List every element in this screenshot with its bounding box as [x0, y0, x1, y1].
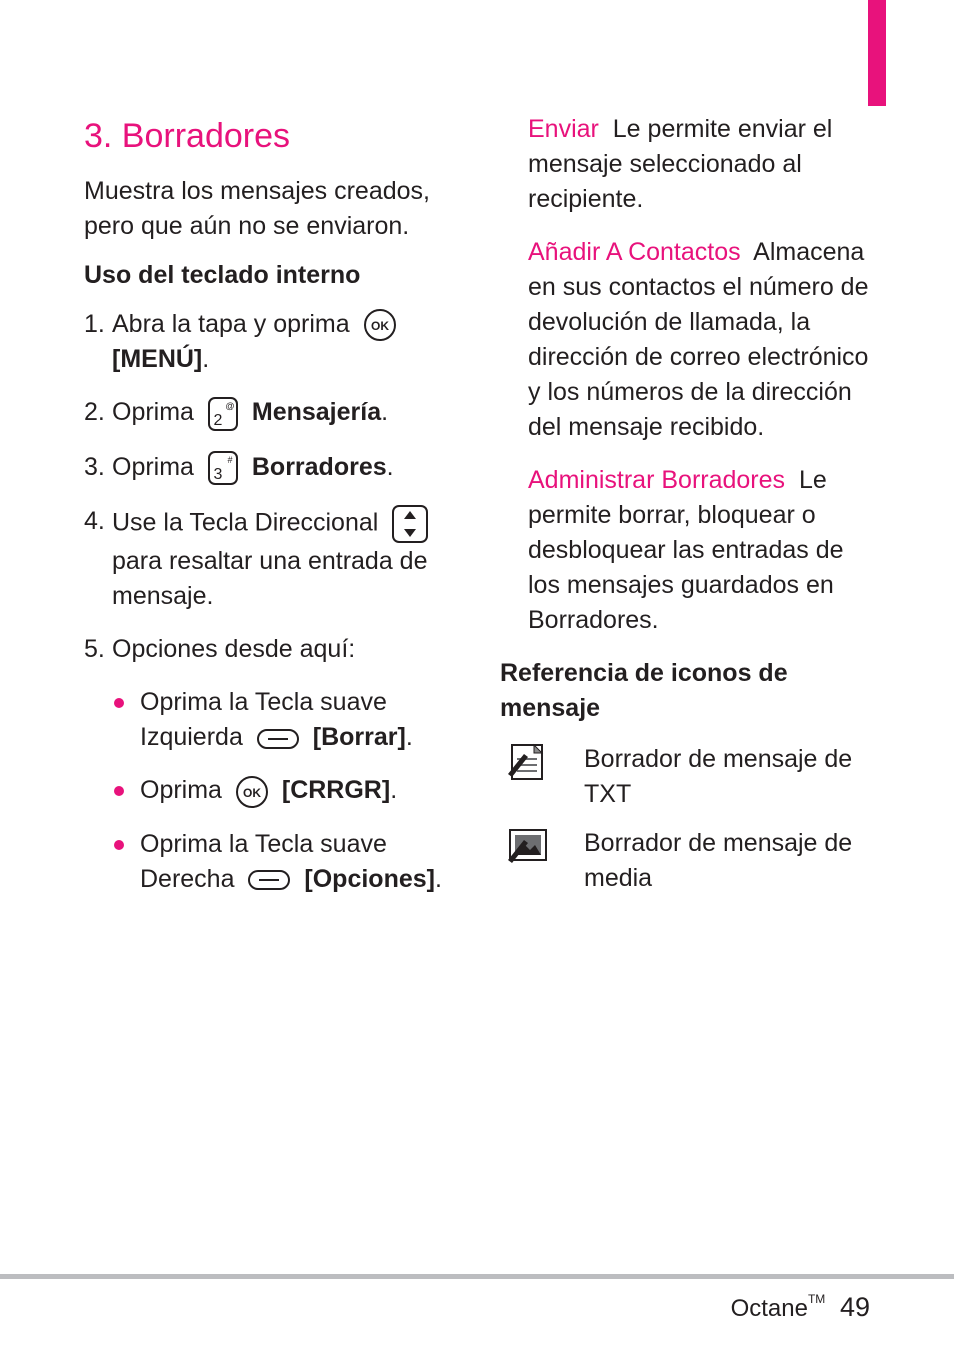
bullet-borrar	[84, 685, 464, 755]
step-3	[84, 450, 464, 486]
soft-key-icon	[247, 868, 291, 892]
brand-name: Octane	[730, 1295, 808, 1322]
step-5	[84, 632, 464, 667]
left-column	[84, 110, 464, 915]
step-number: 2.	[84, 398, 105, 427]
bullet-text: Oprima	[140, 776, 222, 805]
right-column	[500, 112, 872, 910]
step-number: 5.	[84, 635, 105, 664]
bullet-dot	[114, 786, 124, 796]
step-text: Oprima	[112, 452, 194, 481]
bullet-dot	[114, 840, 124, 850]
step-text: Oprima	[112, 398, 194, 427]
step-punct: .	[381, 398, 389, 427]
icon-label: Borrador de mensaje de TXT	[584, 745, 853, 808]
bullet-crrgr	[84, 773, 464, 808]
option-desc: Le permite borrar, bloquear o desbloquear las entradas de los mensajes guardados en Borradores.	[528, 466, 844, 634]
step-punct: .	[202, 345, 210, 374]
icon-label: Borrador de mensaje de media	[584, 829, 853, 892]
step-4	[84, 504, 464, 614]
option-administrar-borradores	[500, 463, 872, 638]
crrgr-label: [CRRGR]	[281, 776, 391, 805]
step-text: Opciones desde aquí:	[112, 635, 356, 664]
bullet-punct: .	[390, 776, 398, 805]
bullet-text: Oprima la Tecla suave Derecha	[140, 829, 387, 893]
borrar-label: [Borrar]	[312, 723, 406, 752]
trademark: TM	[807, 1292, 826, 1306]
option-term: Añadir A Contactos	[528, 238, 741, 266]
borradores-label: Borradores	[251, 452, 387, 481]
svg-text:3: 3	[213, 466, 223, 484]
opciones-label: [Opciones]	[304, 864, 435, 893]
icon-reference-heading: Referencia de iconos de mensaje	[500, 659, 788, 722]
option-enviar	[500, 112, 872, 217]
ok-key-icon	[235, 775, 269, 809]
option-desc: Almacena en sus contactos el número de devolución de llamada, la dirección de correo electrónico y los números de la dirección del mensaje recibido.	[528, 238, 869, 441]
mensajeria-label: Mensajería	[251, 398, 382, 427]
step-text: Abra la tapa y oprima	[112, 310, 350, 338]
media-draft-icon	[504, 826, 550, 866]
option-term: Administrar Borradores	[528, 466, 786, 494]
directional-key-icon	[391, 504, 429, 544]
svg-text:OK: OK	[370, 319, 389, 334]
key-2-icon	[207, 396, 239, 432]
page-number: 49	[839, 1292, 870, 1322]
step-text-continued: para resaltar una entrada de mensaje.	[112, 547, 428, 611]
step-1	[84, 307, 464, 377]
soft-key-icon	[256, 727, 300, 751]
section-tab-marker	[868, 0, 886, 106]
ok-key-icon	[363, 308, 397, 342]
footer-rule	[0, 1274, 954, 1279]
step-number: 3.	[84, 452, 105, 481]
svg-text:OK: OK	[242, 785, 261, 800]
bullet-punct: .	[434, 864, 442, 893]
option-anadir-contactos	[500, 235, 872, 445]
icon-row-txt	[500, 742, 872, 812]
page-title: 3. Borradores	[84, 117, 290, 155]
svg-text:2: 2	[213, 411, 223, 429]
svg-text:#: #	[227, 455, 233, 466]
bullet-opciones	[84, 827, 464, 897]
txt-draft-icon	[504, 742, 548, 782]
menu-label: [MENÚ]	[112, 345, 203, 374]
option-desc: Le permite enviar el mensaje seleccionado al recipiente.	[528, 115, 833, 213]
icon-row-media	[500, 826, 872, 896]
key-3-icon	[207, 450, 239, 486]
option-term: Enviar	[528, 115, 599, 143]
subheading: Uso del teclado interno	[84, 261, 361, 289]
step-number: 1.	[84, 310, 105, 338]
bullet-dot	[114, 698, 124, 708]
page-footer	[731, 1290, 870, 1326]
step-number: 4.	[84, 507, 105, 536]
svg-text:@: @	[225, 400, 235, 411]
step-text: Use la Tecla Direccional	[112, 508, 379, 537]
bullet-text: Oprima la Tecla suave Izquierda	[140, 688, 387, 752]
intro-text: Muestra los mensajes creados, pero que aún no se enviaron.	[84, 177, 430, 240]
step-2	[84, 395, 464, 431]
step-punct: .	[386, 452, 394, 481]
bullet-punct: .	[405, 723, 413, 752]
